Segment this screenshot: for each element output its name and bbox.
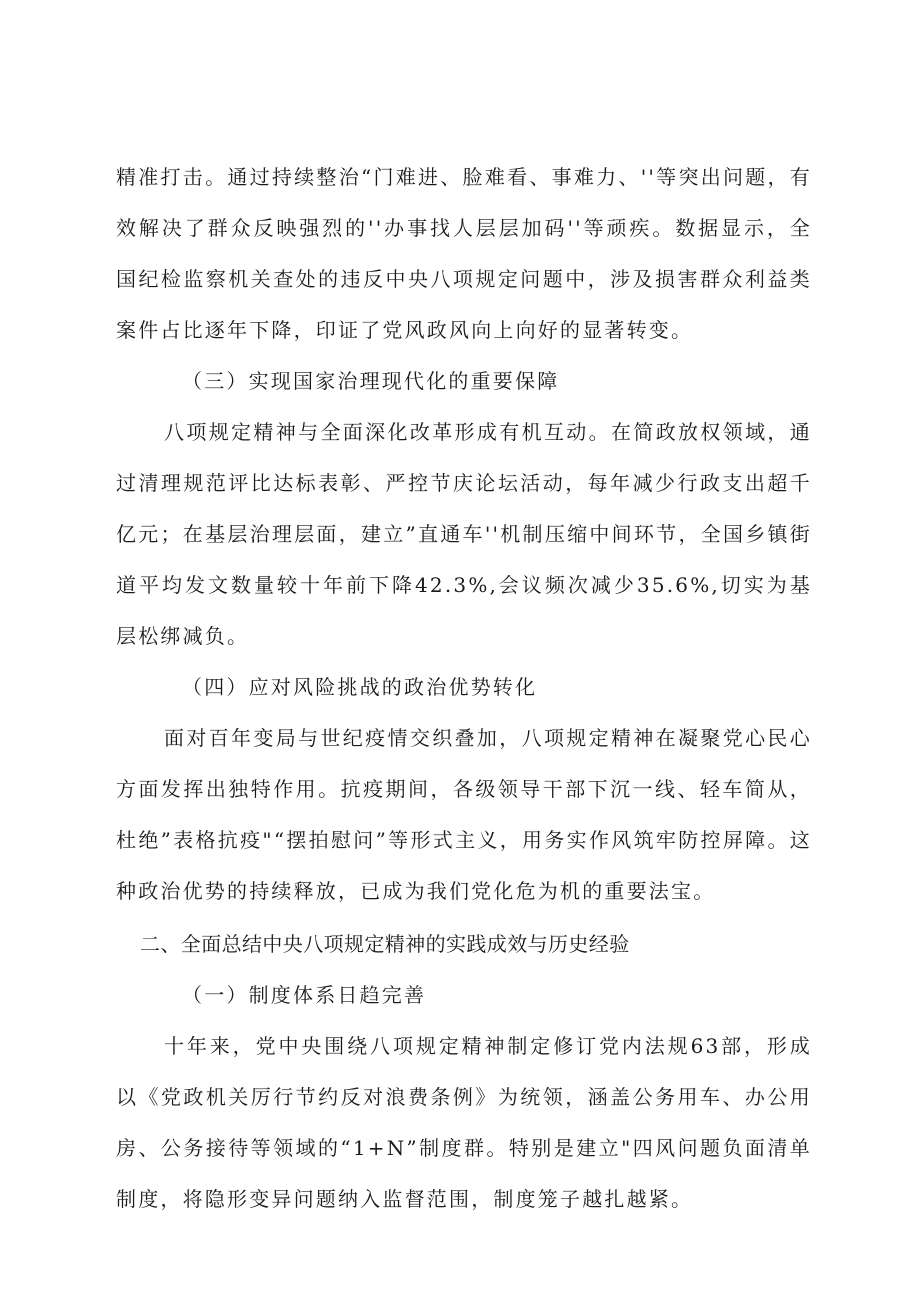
paragraph-risk: 面对百年变局与世纪疫情交织叠加，八项规定精神在凝聚党心民心方面发挥出独特作用。抗疫期间，各级领导干部下沉一线、轻车简从，杜绝”表格抗疫"“摆拍慰问”等形式主义，用务实作风筑牢防控屏障。这种政治优势的持续释放，已成为我们党化危为机的重要法宝。 [116,726,812,903]
subheading-section-1: （一）制度体系日趋完善 [182,983,427,1007]
subheading-section-3: （三）实现国家治理现代化的重要保障 [182,369,560,393]
paragraph-continuation: 精准打击。通过持续整治“门难进、脸难看、事难力、''等突出问题，有效解决了群众反映强烈的''办事找人层层加码''等顽疾。数据显示，全国纪检监察机关查处的违反中央八项规定问题中，涉及损害群众利益类案件占比逐年下降，印证了党风政风向上向好的显著转变。 [116,165,812,342]
main-heading-part-2: 二、全面总结中央八项规定精神的实践成效与历史经验 [140,932,630,956]
subheading-section-4: （四）应对风险挑战的政治优势转化 [182,675,538,699]
paragraph-governance: 八项规定精神与全面深化改革形成有机互动。在简政放权领域，通过清理规范评比达标表彰、严控节庆论坛活动，每年减少行政支出超千亿元；在基层治理层面，建立”直通车''机制压缩中间环节，全国乡镇街道平均发文数量较十年前下降42.3%,会议频次减少35.6%,切实为基层松绑减负。 [116,420,812,648]
paragraph-system: 十年来，党中央围绕八项规定精神制定修订党内法规63部，形成以《党政机关厉行节约反对浪费条例》为统领，涵盖公务用车、办公用房、公务接待等领域的“1+N”制度群。特别是建立"四风问题负面清单制度，将隐形变异问题纳入监督范围，制度笼子越扎越紧。 [116,1034,812,1211]
